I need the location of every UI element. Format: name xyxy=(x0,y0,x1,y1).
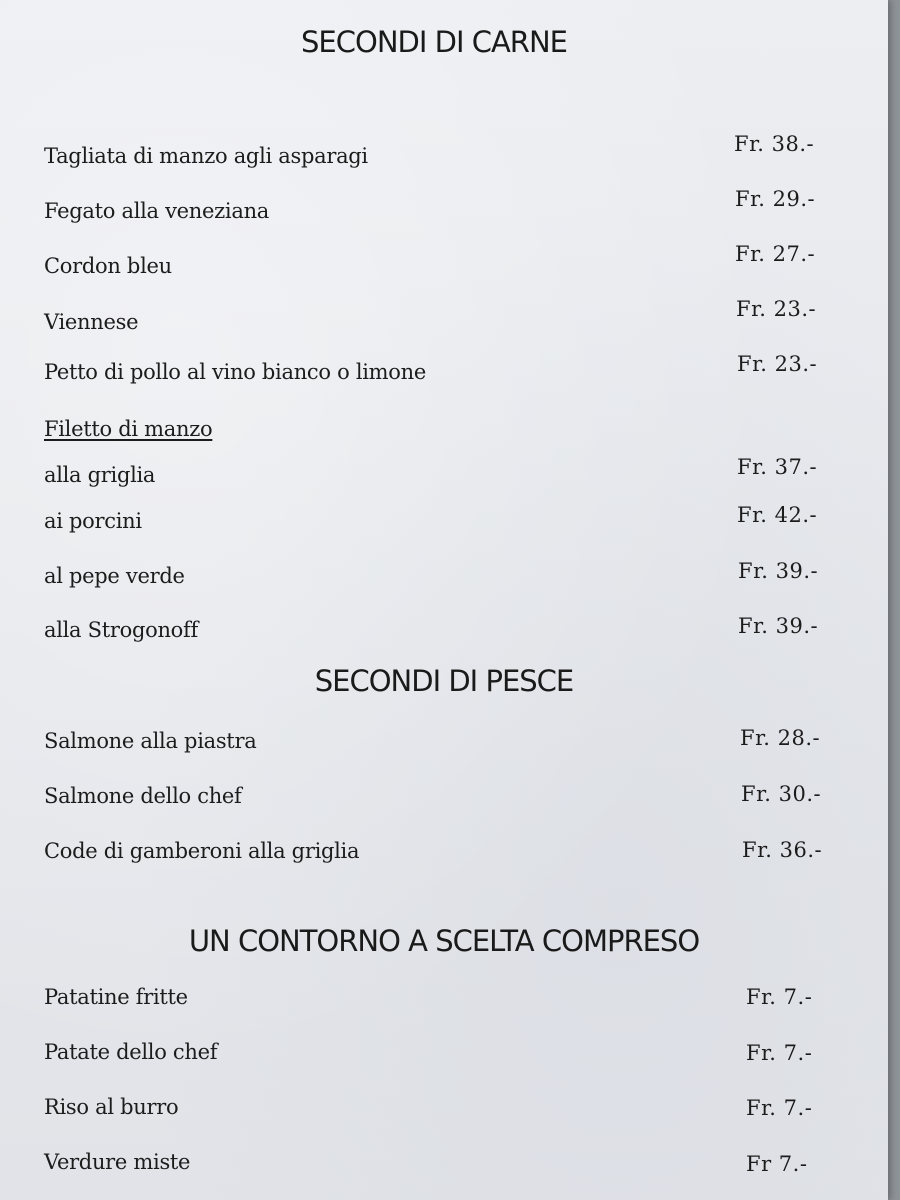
menu-item-code-di-gamberoni: Code di gamberoni alla griglia xyxy=(44,839,360,863)
menu-item-riso-al-burro: Riso al burro xyxy=(44,1095,179,1119)
menu-item-patate-dello-chef: Patate dello chef xyxy=(44,1040,218,1064)
menu-price-alla-strogonoff: Fr. 39.- xyxy=(738,614,819,638)
menu-item-petto-di-pollo: Petto di pollo al vino bianco o limone xyxy=(44,360,426,384)
menu-item-al-pepe-verde: al pepe verde xyxy=(44,564,185,588)
menu-price-patate-dello-chef: Fr. 7.- xyxy=(746,1041,813,1065)
menu-item-salmone-dello-chef: Salmone dello chef xyxy=(44,784,242,808)
menu-item-verdure-miste: Verdure miste xyxy=(44,1150,191,1174)
menu-item-tagliata: Tagliata di manzo agli asparagi xyxy=(44,144,368,168)
menu-price-verdure-miste: Fr 7.- xyxy=(746,1152,808,1176)
menu-price-petto-di-pollo: Fr. 23.- xyxy=(737,352,818,376)
menu-price-alla-griglia: Fr. 37.- xyxy=(737,455,818,479)
section-title-secondi-di-carne: SECONDI DI CARNE xyxy=(301,25,567,59)
menu-item-alla-strogonoff: alla Strogonoff xyxy=(44,618,198,642)
menu-price-fegato: Fr. 29.- xyxy=(735,187,816,211)
menu-item-fegato: Fegato alla veneziana xyxy=(44,199,270,223)
menu-price-salmone-alla-piastra: Fr. 28.- xyxy=(740,726,821,750)
section-title-contorno: UN CONTORNO A SCELTA COMPRESO xyxy=(188,924,700,958)
section-title-secondi-di-pesce: SECONDI DI PESCE xyxy=(314,664,574,698)
menu-price-salmone-dello-chef: Fr. 30.- xyxy=(741,782,822,806)
menu-item-alla-griglia: alla griglia xyxy=(44,463,156,487)
menu-price-code-di-gamberoni: Fr. 36.- xyxy=(742,838,823,862)
menu-price-ai-porcini: Fr. 42.- xyxy=(737,503,818,527)
menu-item-cordon-bleu: Cordon bleu xyxy=(44,254,172,278)
menu-price-cordon-bleu: Fr. 27.- xyxy=(735,242,816,266)
menu-item-ai-porcini: ai porcini xyxy=(44,509,142,533)
menu-price-riso-al-burro: Fr. 7.- xyxy=(746,1096,813,1120)
menu-price-patatine-fritte: Fr. 7.- xyxy=(746,985,813,1009)
menu-item-viennese: Viennese xyxy=(44,310,139,334)
menu-item-salmone-alla-piastra: Salmone alla piastra xyxy=(44,729,257,753)
menu-price-al-pepe-verde: Fr. 39.- xyxy=(738,559,819,583)
menu-item-patatine-fritte: Patatine fritte xyxy=(44,985,188,1009)
menu-price-viennese: Fr. 23.- xyxy=(736,297,817,321)
subsection-title-filetto-di-manzo: Filetto di manzo xyxy=(44,417,213,441)
menu-price-tagliata: Fr. 38.- xyxy=(734,132,815,156)
